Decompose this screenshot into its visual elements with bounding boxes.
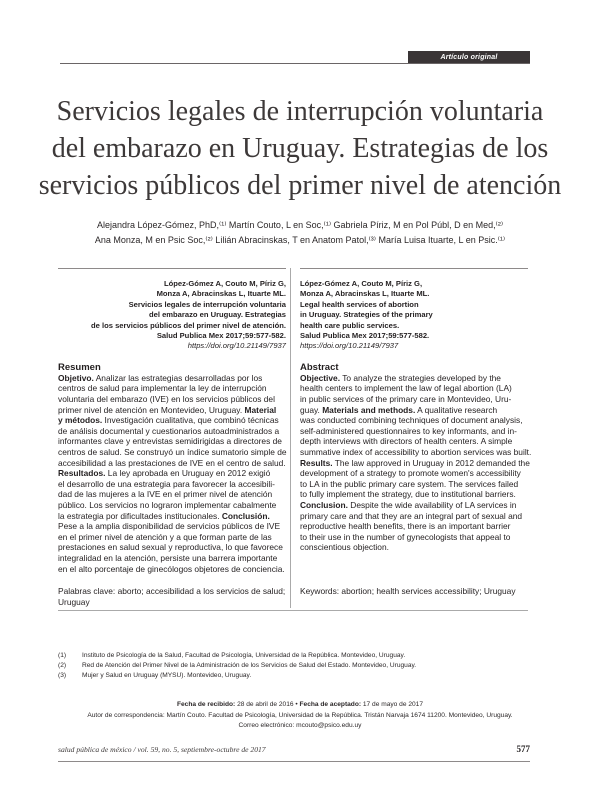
correspondence: Autor de correspondencia: Martín Couto. Facultad de Psicología, Universidad de la República. Tristán Narvaja 1674 11200. Montevideo, Uruguay. <box>87 711 513 719</box>
abstract-heading: Abstract <box>300 361 339 373</box>
affiliation-number: (1) <box>58 652 67 659</box>
resultados-label: Resultados. <box>58 468 106 479</box>
citation-line: López-Gómez A, Couto M, Píriz G, <box>163 279 286 288</box>
citation-es <box>58 279 286 352</box>
footer-rule <box>58 761 530 762</box>
palabras-clave <box>58 586 286 607</box>
author-list <box>40 218 560 248</box>
section-divider <box>58 610 528 611</box>
resumen-heading: Resumen <box>58 361 101 373</box>
abstract-line: depth interviews with directors of health centers. A simple <box>300 436 513 447</box>
title-line: servicios públicos del primer nivel de atención <box>38 170 562 201</box>
abstract-line: to their use in the number of gynecologists that appeal to <box>300 531 511 542</box>
abstract-text: Despite the wide availability of LA services in <box>347 499 517 510</box>
abstract-line: reproductive health benefits, there is an important barrier <box>300 521 511 532</box>
results-label: Results. <box>300 457 333 468</box>
keywords-line: Uruguay <box>58 596 90 607</box>
resumen-body <box>58 373 286 574</box>
citation-line: Salud Publica Mex 2017;59:577-582. <box>156 331 286 341</box>
abstract-line: en el primer nivel de atención y a que forman parte de las <box>58 531 272 542</box>
abstract-text: primer nivel de atención en Montevideo, Uruguay. <box>58 404 243 415</box>
abstract-line: in public services of the primary care in Montevideo, Uru- <box>300 394 512 405</box>
affiliation-text: Mujer y Salud en Uruguay (MYSU). Montevideo, Uruguay. <box>82 672 252 679</box>
authors-line: Alejandra López-Gómez, PhD,⁽¹⁾ Martín Couto, L en Soc,⁽¹⁾ Gabriela Píriz, M en Pol Públ, D en Med,⁽²⁾ <box>96 220 504 230</box>
citation-line: Salud Publica Mex 2017;59:577-582. <box>300 331 430 341</box>
abstract-line: self-administered questionnaires to key informants, and in- <box>300 425 517 436</box>
abstract-text: A qualitative research <box>415 404 498 415</box>
doi-link[interactable]: https://doi.org/10.21149/7937 <box>300 341 399 351</box>
citation-en <box>300 279 528 352</box>
conclusion-label: Conclusion. <box>300 499 348 510</box>
affiliation-text: Instituto de Psicología de la Salud, Facultad de Psicología, Universidad de la República. Montevideo, Uruguay. <box>82 652 406 659</box>
abstract-line: prestaciones en salud sexual y reproductiva, lo que favorece <box>58 542 283 553</box>
abstract-line: de análisis documental y cuestionarios autoadministrados a <box>58 425 280 436</box>
abstract-text: guay. <box>300 404 320 415</box>
affiliation-item <box>58 661 538 671</box>
abstract-line: summative index of accessibility to abortion services was built. <box>300 447 532 457</box>
abstract-body <box>300 372 532 553</box>
title-line: Servicios legales de interrupción voluntaria <box>56 96 544 127</box>
page-footer <box>58 745 530 759</box>
column-divider <box>290 268 291 608</box>
english-column <box>300 268 532 597</box>
citation-line: Monza A, Abracinskas L, Ituarte ML. <box>300 289 430 299</box>
abstract-line: integralidad en la atención, persiste una barrera importante <box>58 552 278 563</box>
citation-line: health care public services. <box>300 320 400 330</box>
citation-line: Servicios legales de interrupción voluntaria <box>128 299 286 309</box>
abstract-line: dad de las mujeres a la IVE en el primer nivel de atención <box>58 489 273 500</box>
abstract-line: was conducted combining techniques of document analysis, <box>300 415 523 426</box>
accepted-date: 17 de mayo de 2017 <box>361 701 424 708</box>
citation-line: in Uruguay. Strategies of the primary <box>300 310 433 320</box>
abstract-line: to LA in the public primary care system. The services failed <box>300 478 519 489</box>
abstract-text: To analyze the strategies developed by the <box>340 372 501 383</box>
abstract-text: Investigación cualitativa, que combinó técnicas <box>102 415 279 426</box>
conclusion-label: Conclusión. <box>219 510 270 521</box>
abstract-line: voluntaria del embarazo (IVE) en los servicios públicos del <box>58 394 275 405</box>
citation-line: de los servicios públicos del primer nivel de atención. <box>91 320 286 330</box>
section-label: Artículo original <box>408 51 530 64</box>
affiliation-number: (2) <box>58 662 67 669</box>
abstract-text: The law approved in Uruguay in 2012 demanded the <box>332 457 530 468</box>
email[interactable]: Correo electrónico: mcouto@psico.edu.uy <box>238 722 362 729</box>
abstract-line: Pese a la amplia disponibilidad de servicios públicos de IVE <box>58 521 281 532</box>
header-rule <box>60 63 530 64</box>
received-label: Fecha de recibido: <box>176 701 236 708</box>
article-dates <box>40 700 560 732</box>
abstract-line: accesibilidad a las prestaciones de IVE en el centro de salud. <box>58 457 286 468</box>
abstract-line: development of a strategy to promote women's accessibility <box>300 468 521 479</box>
affiliation-text: Red de Atención del Primer Nivel de la Administración de los Servicios de Salud del Estado. Montevideo, Uruguay. <box>82 662 417 669</box>
spanish-column <box>58 268 286 607</box>
citation-line: López-Gómez A, Couto M, Píriz G, <box>300 279 423 288</box>
column-rule <box>300 268 528 269</box>
keywords-line: Palabras clave: aborto; accesibilidad a los servicios de salud; <box>58 586 286 597</box>
material-label: Material <box>242 404 277 415</box>
affiliations <box>58 651 538 681</box>
affiliation-number: (3) <box>58 672 67 679</box>
journal-reference: salud pública de méxico / vol. 59, no. 5, septiembre-octubre de 2017 <box>58 745 266 754</box>
citation-line: Legal health services of abortion <box>300 299 419 309</box>
received-date: 28 de abril de 2016 • <box>235 701 300 708</box>
column-rule <box>58 268 286 269</box>
authors-line: Ana Monza, M en Psic Soc,⁽²⁾ Lilián Abracinskas, T en Anatom Patol,⁽³⁾ María Luisa Ituarte, L en Psic.⁽¹⁾ <box>94 235 506 245</box>
page-number: 577 <box>516 744 530 754</box>
abstract-text: La ley aprobada en Uruguay en 2012 exigió <box>105 468 271 479</box>
abstract-line: conscientious objection. <box>300 542 389 553</box>
objetivo-label: Objetivo. <box>58 372 94 383</box>
citation-line: Monza A, Abracinskas L, Ituarte ML. <box>156 289 286 299</box>
abstract-line: público. Los servicios no lograron implementar cabalmente <box>58 499 277 510</box>
title-line: del embarazo en Uruguay. Estrategias de los <box>51 133 549 164</box>
accepted-label: Fecha de aceptado: <box>299 701 362 708</box>
abstract-line: informantes clave y entrevistas semidirigidas a directores de <box>58 436 282 447</box>
affiliation-item <box>58 651 538 661</box>
abstract-line: health centers to implement the law of legal abortion (LA) <box>300 383 512 394</box>
affiliation-item <box>58 671 538 681</box>
objective-label: Objective. <box>300 372 341 383</box>
abstract-line: en el alto porcentaje de ginecólogos objetores de conciencia. <box>58 563 285 574</box>
article-title <box>30 93 570 204</box>
abstract-line: primary care and that they are an integral part of sexual and <box>300 510 523 521</box>
doi-link[interactable]: https://doi.org/10.21149/7937 <box>187 341 286 351</box>
abstract-line: centros de salud. Se construyó un índice sumatorio simple de <box>58 447 287 457</box>
keywords <box>300 586 528 597</box>
abstract-line: centros de salud para implementar la ley de interrupción <box>58 383 267 394</box>
abstract-text: la estrategia por dificultades institucionales. <box>58 510 220 521</box>
keywords-line: Keywords: abortion; health services accessibility; Uruguay <box>300 585 516 596</box>
metodos-label: y métodos. <box>58 415 103 426</box>
materials-label: Materials and methods. <box>319 404 416 415</box>
citation-line: del embarazo en Uruguay. Estrategias <box>148 310 286 320</box>
abstract-line: el desarrollo de una estrategia para favorecer la accesibili- <box>58 478 275 489</box>
abstract-line: to fully implement the strategy, due to institutional barriers. <box>300 489 516 500</box>
abstract-text: Analizar las estrategias desarrolladas por los <box>93 372 263 383</box>
